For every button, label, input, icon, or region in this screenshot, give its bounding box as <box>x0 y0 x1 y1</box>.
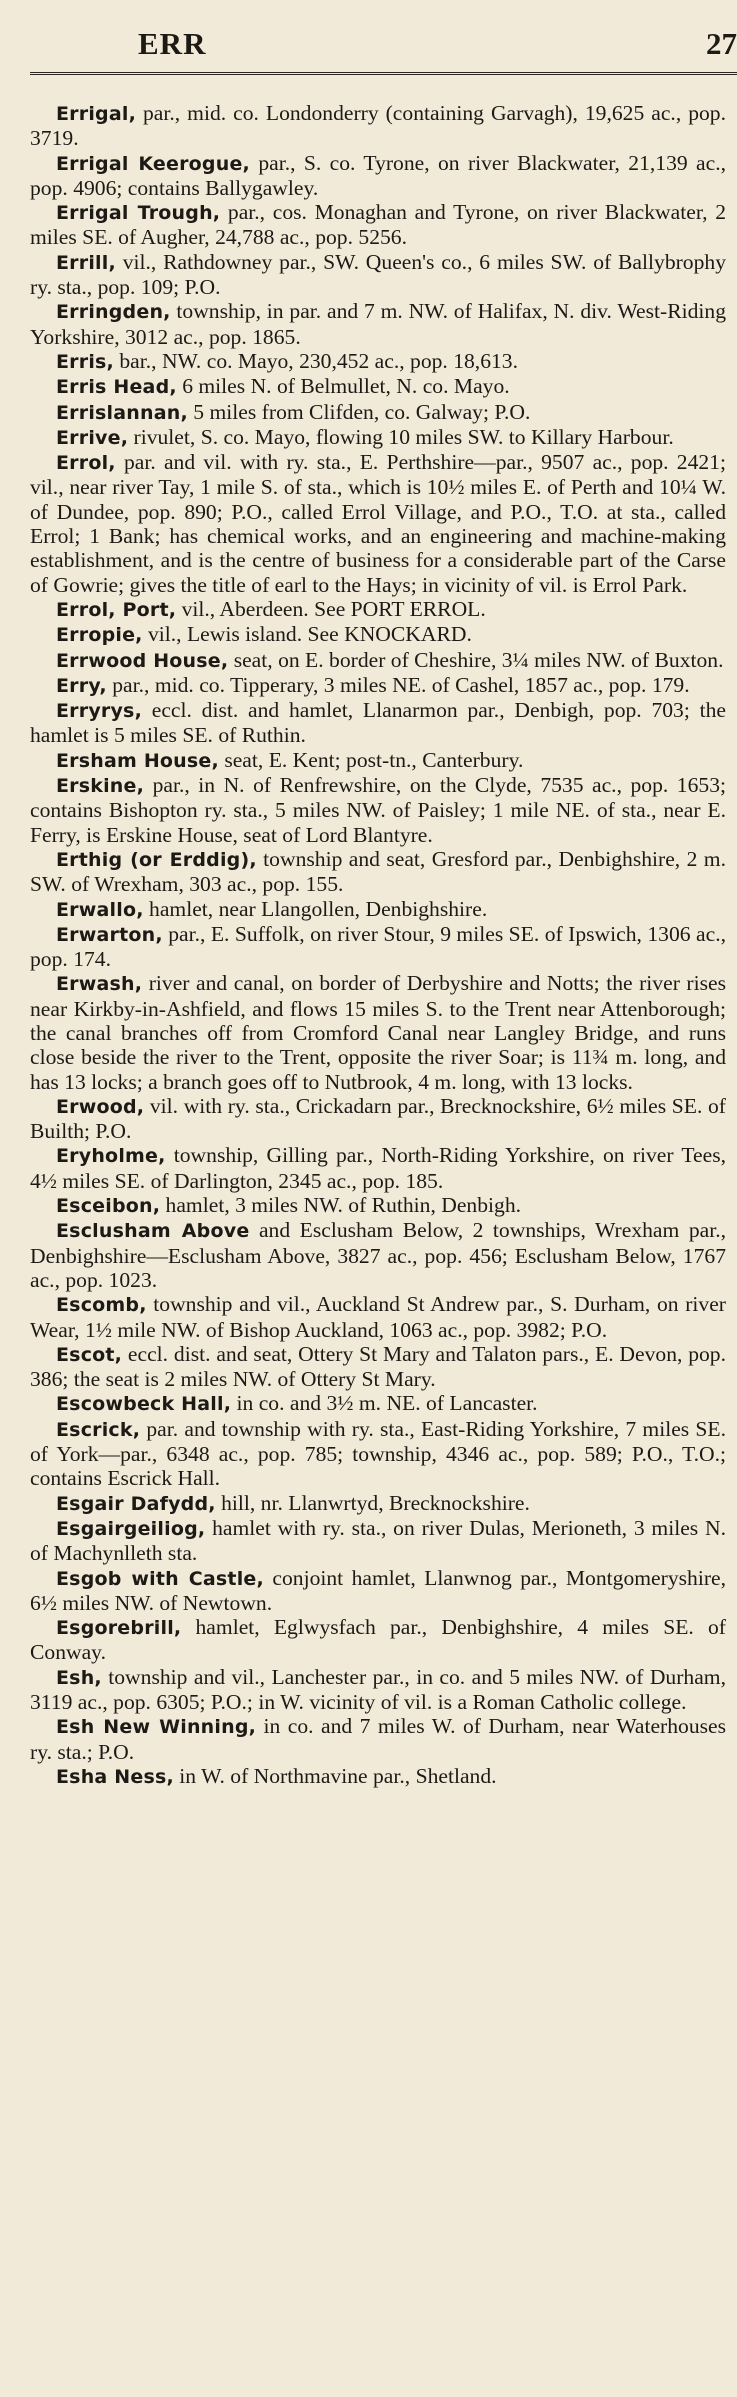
entry-headword: Erthig (or Erddig), <box>56 848 257 871</box>
page-number: 27 <box>706 26 737 61</box>
entry-text: township, Gilling par., North-Riding Yorkshire, on river Tees, 4½ miles SE. of Darlington, 2345 ac., pop. 185. <box>30 1143 726 1193</box>
gazetteer-entries <box>30 75 726 1789</box>
entry-headword: Errigal, <box>56 103 136 125</box>
gazetteer-entry <box>30 1566 726 1616</box>
gazetteer-entry <box>30 897 726 922</box>
entry-headword: Errwood House, <box>56 649 229 672</box>
entry-text: par. and vil. with ry. sta., E. Perthshire—par., 9507 ac., pop. 2421; vil., near river Tay, 1 mile S. of sta., which is 10½ miles E. of Perth and 10¼ W. of Dundee, pop. 890; P.O., called Errol Village, and P.O., T.O. at sta., called Errol; 1 Bank; has chemical works, and an engineering and machine-making establishment, and is the centre of business for a considerable part of the Carse of Gowrie; gives the title of earl to the Hays; in vicinity of vil. is Errol Park. <box>30 450 726 597</box>
gazetteer-entry <box>30 425 726 450</box>
entry-headword: Escrick, <box>56 1418 141 1441</box>
gazetteer-entry <box>30 773 726 847</box>
entry-headword: Erryrys, <box>56 700 142 723</box>
gazetteer-entry <box>30 622 726 647</box>
entry-headword: Erris, <box>56 350 114 373</box>
entry-text: par., S. co. Tyrone, on river Blackwater, 21,139 ac., pop. 4906; contains Ballygawley. <box>30 150 726 200</box>
entry-headword: Errol, <box>56 452 116 475</box>
gazetteer-entry <box>30 648 726 673</box>
entry-headword: Errill, <box>56 251 116 274</box>
page-header <box>30 0 737 75</box>
gazetteer-entry <box>30 1714 726 1764</box>
entry-headword: Erris Head, <box>56 376 177 399</box>
gazetteer-entry <box>30 748 726 773</box>
entry-headword: Escowbeck Hall, <box>56 1393 232 1416</box>
gazetteer-entry <box>30 1218 726 1292</box>
gazetteer-entry <box>30 1491 726 1516</box>
entry-text: hamlet, near Llangollen, Denbighshire. <box>143 896 488 921</box>
gazetteer-entry <box>30 1764 726 1789</box>
entry-headword: Esh, <box>56 1666 102 1689</box>
gazetteer-entry <box>30 673 726 698</box>
gazetteer-entry <box>30 1342 726 1392</box>
entry-text: township and seat, Gresford par., Denbighshire, 2 m. SW. of Wrexham, 303 ac., pop. 155. <box>30 846 726 897</box>
entry-headword: Erwallo, <box>56 898 144 921</box>
gazetteer-entry <box>30 200 726 250</box>
entry-text: eccl. dist. and seat, Ottery St Mary and Talaton pars., E. Devon, pop. 386; the seat is 2 miles NW. of Ottery St Mary. <box>30 1341 726 1392</box>
entry-text: township and vil., Lanchester par., in co. and 5 miles NW. of Durham, 3119 ac., pop. 6305; P.O.; in W. vicinity of vil. is a Roman Catholic college. <box>30 1664 726 1714</box>
gazetteer-entry <box>30 101 726 151</box>
entry-headword: Esceibon, <box>56 1195 161 1218</box>
entry-headword: Escomb, <box>56 1294 147 1317</box>
entry-headword: Erropie, <box>56 624 143 647</box>
entry-headword: Esgairgeiliog, <box>56 1517 206 1540</box>
gazetteer-entry <box>30 1665 726 1715</box>
gazetteer-entry <box>30 151 726 201</box>
gazetteer-entry <box>30 374 726 399</box>
entry-headword: Errive, <box>56 426 129 449</box>
entry-headword: Erskine, <box>56 775 145 798</box>
gazetteer-entry <box>30 349 726 374</box>
gazetteer-entry <box>30 1615 726 1665</box>
entry-text: par., E. Suffolk, on river Stour, 9 miles SE. of Ipswich, 1306 ac., pop. 174. <box>30 921 726 972</box>
gazetteer-entry <box>30 1143 726 1193</box>
entry-headword: Erringden, <box>56 301 171 324</box>
entry-headword: Esh New Winning, <box>56 1716 257 1739</box>
entry-headword: Errislannan, <box>56 401 188 424</box>
entry-text: 5 miles from Clifden, co. Galway; P.O. <box>187 399 531 424</box>
entry-headword: Escot, <box>56 1343 123 1366</box>
entry-text: and Esclusham Below, 2 townships, Wrexham par., Denbighshire—Esclusham Above, 3827 ac., pop. 456; Esclusham Below, 1767 ac., pop. 1023. <box>30 1218 727 1292</box>
entry-text: par., in N. of Renfrewshire, on the Clyde, 7535 ac., pop. 1653; contains Bishopton ry. sta., 5 miles NW. of Paisley; 1 mile NE. of sta., near E. Ferry, is Erskine House, seat of Lord Blantyre. <box>30 773 726 847</box>
entry-text: river and canal, on border of Derbyshire and Notts; the river rises near Kirkby-in-Ashfield, and flows 15 miles S. to the Trent near Attenborough; the canal branches off from Cromford Canal near Langley Bridge, and runs close beside the river to the Trent, opposite the river Soar; is 11¾ m. long, and has 13 locks; a branch goes off to Nutbrook, 4 m. long, with 13 locks. <box>30 971 726 1094</box>
entry-text: seat, E. Kent; post-tn., Canterbury. <box>218 747 524 772</box>
entry-text: eccl. dist. and hamlet, Llanarmon par., Denbigh, pop. 703; the hamlet is 5 miles SE. of Ruthin. <box>30 698 726 748</box>
entry-headword: Errol, Port, <box>56 598 177 621</box>
gazetteer-entry <box>30 400 726 425</box>
entry-headword: Errigal Keerogue, <box>56 152 250 175</box>
entry-text: par., mid. co. Londonderry (containing Garvagh), 19,625 ac., pop. 3719. <box>30 101 726 151</box>
entry-text: seat, on E. border of Cheshire, 3¼ miles NW. of Buxton. <box>228 647 724 672</box>
entry-text: in W. of Northmavine par., Shetland. <box>173 1763 497 1788</box>
entry-text: township and vil., Auckland St Andrew par., S. Durham, on river Wear, 1½ mile NW. of Bishop Auckland, 1063 ac., pop. 3982; P.O. <box>30 1292 726 1342</box>
gazetteer-entry <box>30 847 726 897</box>
gazetteer-entry <box>30 597 726 622</box>
entry-text: township, in par. and 7 m. NW. of Halifax, N. div. West-Riding Yorkshire, 3012 ac., pop. 1865. <box>30 299 726 349</box>
gazetteer-entry <box>30 1516 726 1566</box>
gazetteer-entry <box>30 1292 726 1342</box>
gazetteer-entry <box>30 1094 726 1144</box>
entry-text: 6 miles N. of Belmullet, N. co. Mayo. <box>176 374 510 399</box>
entry-text: conjoint hamlet, Llanwnog par., Montgomeryshire, 6½ miles NW. of Newtown. <box>30 1565 726 1615</box>
entry-headword: Erry, <box>56 674 107 697</box>
entry-text: vil. with ry. sta., Crickadarn par., Brecknockshire, 6½ miles SE. of Builth; P.O. <box>30 1093 726 1144</box>
entry-text: vil., Aberdeen. See PORT ERROL. <box>176 596 486 621</box>
entry-headword: Esgob with Castle, <box>56 1567 264 1590</box>
gazetteer-entry <box>30 450 726 597</box>
entry-text: par., cos. Monaghan and Tyrone, on river Blackwater, 2 miles SE. of Augher, 24,788 ac., pop. 5256. <box>30 200 727 250</box>
entry-text: par., mid. co. Tipperary, 3 miles NE. of Cashel, 1857 ac., pop. 179. <box>106 672 690 697</box>
running-head: ERR <box>138 26 207 61</box>
gazetteer-entry <box>30 250 726 300</box>
entry-headword: Ersham House, <box>56 749 219 772</box>
entry-text: in co. and 3½ m. NE. of Lancaster. <box>231 1391 538 1416</box>
entry-headword: Erwood, <box>56 1095 145 1118</box>
entry-headword: Esclusham Above <box>56 1220 250 1243</box>
entry-text: bar., NW. co. Mayo, 230,452 ac., pop. 18,613. <box>113 348 518 373</box>
entry-text: vil., Lewis island. See KNOCKARD. <box>142 622 472 647</box>
gazetteer-entry <box>30 1417 726 1491</box>
entry-text: hamlet with ry. sta., on river Dulas, Merioneth, 3 miles N. of Machynlleth sta. <box>30 1515 726 1566</box>
gazetteer-entry <box>30 1391 726 1416</box>
entry-text: hamlet, Eglwysfach par., Denbighshire, 4 miles SE. of Conway. <box>30 1615 726 1665</box>
gazetteer-entry <box>30 299 726 349</box>
entry-text: rivulet, S. co. Mayo, flowing 10 miles SW. to Killary Harbour. <box>128 424 674 449</box>
entry-text: hamlet, 3 miles NW. of Ruthin, Denbigh. <box>160 1193 522 1218</box>
gazetteer-entry <box>30 922 726 972</box>
entry-text: hill, nr. Llanwrtyd, Brecknockshire. <box>215 1490 530 1515</box>
entry-headword: Esgair Dafydd, <box>56 1492 216 1515</box>
gazetteer-entry <box>30 971 726 1093</box>
entry-headword: Erwarton, <box>56 923 163 946</box>
entry-text: vil., Rathdowney par., SW. Queen's co., 6 miles SW. of Ballybrophy ry. sta., pop. 109; P.O. <box>30 249 726 300</box>
entry-headword: Errigal Trough, <box>56 202 221 225</box>
entry-text: in co. and 7 miles W. of Durham, near Waterhouses ry. sta.; P.O. <box>30 1714 727 1764</box>
gazetteer-entry <box>30 1193 726 1218</box>
gazetteer-entry <box>30 698 726 748</box>
entry-headword: Esha Ness, <box>56 1765 174 1788</box>
entry-headword: Eryholme, <box>56 1145 166 1168</box>
entry-headword: Esgorebrill, <box>56 1617 182 1640</box>
entry-headword: Erwash, <box>56 973 143 996</box>
entry-text: par. and township with ry. sta., East-Riding Yorkshire, 7 miles SE. of York—par., 6348 ac., pop. 785; township, 4346 ac., pop. 589; P.O., T.O.; contains Escrick Hall. <box>30 1416 726 1491</box>
